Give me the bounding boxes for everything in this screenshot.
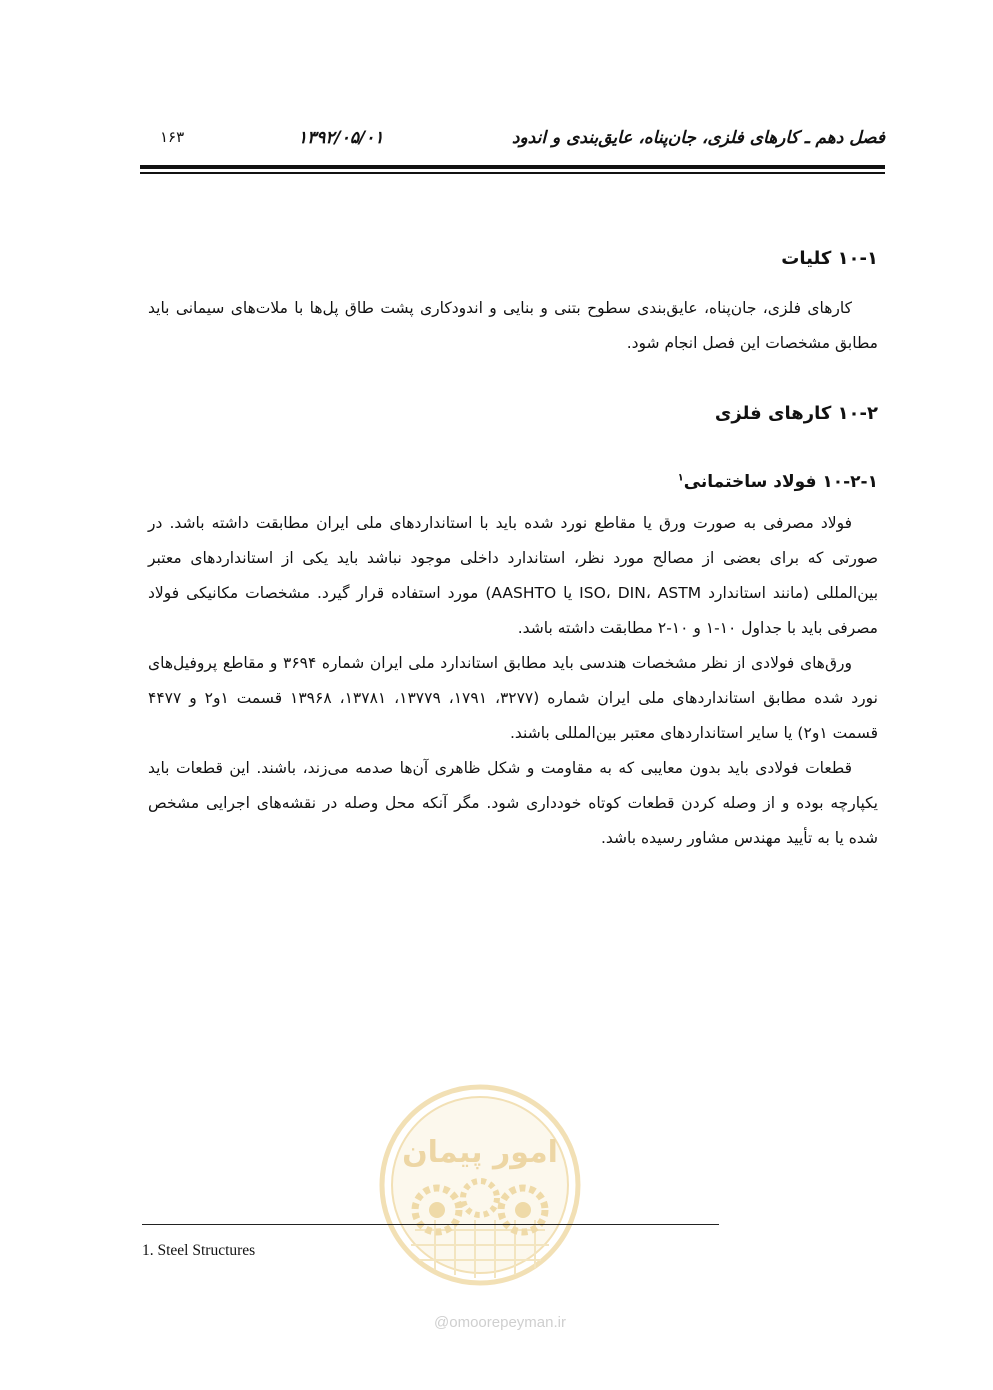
- paragraph-steel-geometry: ورق‌های فولادی از نظر مشخصات هندسی باید مطابق استاندارد ملی ایران شماره ۳۶۹۴ و مقاطع پروفیل‌های نورد شده مطابق استانداردهای ملی ایران شماره (۳۲۷۷، ۱۷۹۱، ۱۳۷۷۹، ۱۳۷۸۱، ۱۳۹۶۸ قسمت ۱و۲ و ۴۴۷۷ قسمت ۱و۲) یا سایر استانداردهای معتبر بین‌المللی باشند.: [148, 654, 878, 742]
- paragraph-steel-defects: قطعات فولادی باید بدون معایبی که به مقاومت و شکل ظاهری آن‌ها صدمه می‌زند، باشند. این قطعات باید یکپارچه بوده و از وصله کردن قطعات کوتاه خودداری شود. مگر آنکه محل وصله در نقشه‌های اجرایی مشخص شده یا به تأیید مهندس مشاور رسیده باشد.: [148, 759, 878, 847]
- header-rule-thin: [140, 172, 885, 174]
- running-header: [140, 128, 885, 158]
- subsection-heading-text: ۱۰-۲-۱ فولاد ساختمانی: [683, 472, 878, 492]
- footnote-reference: ۱: [677, 472, 684, 484]
- header-date: ۱۳۹۲/۰۵/۰۱: [298, 128, 384, 148]
- paragraph-general: کارهای فلزی، جان‌پناه، عایق‌بندی سطوح بتنی و بنایی و اندودکاری پشت طاق پل‌ها با ملات‌های سیمانی باید مطابق مشخصات این فصل انجام شود.: [148, 299, 878, 352]
- watermark-logo-text: امور پیمان: [402, 1135, 558, 1170]
- page-number: ۱۶۳: [160, 128, 185, 146]
- section-heading-general: ۱۰-۱ کلیات: [781, 248, 878, 269]
- body-content: [148, 248, 878, 856]
- subsection-heading-structural-steel: [148, 472, 878, 492]
- header-rule-thick: [140, 165, 885, 169]
- footnote-rule: [142, 1224, 719, 1225]
- watermark-logo-icon: [375, 1080, 585, 1290]
- watermark-url: @omoorepeyman.ir: [434, 1314, 566, 1331]
- section-heading-metal-works: ۱۰-۲ کارهای فلزی: [714, 403, 878, 424]
- footnote-text: 1. Steel Structures: [142, 1242, 256, 1259]
- paragraph-steel-standards: فولاد مصرفی به صورت ورق یا مقاطع نورد شده باید با استانداردهای ملی ایران مطابقت داشته باشد. در صورتی که برای بعضی از مصالح مورد نظر، استاندارد داخلی موجود نباشد باید یکی از استانداردهای معتبر بین‌المللی (مانند استاندارد ISO، DIN، ASTM یا AASHTO) مورد استفاده قرار گیرد. مشخصات مکانیکی فولاد مصرفی باید با جداول ۱۰-۱ و ۱۰-۲ مطابقت داشته باشد.: [148, 514, 879, 637]
- chapter-title: فصل دهم ـ کارهای فلزی، جان‌پناه، عایق‌بندی و اندود: [511, 128, 885, 148]
